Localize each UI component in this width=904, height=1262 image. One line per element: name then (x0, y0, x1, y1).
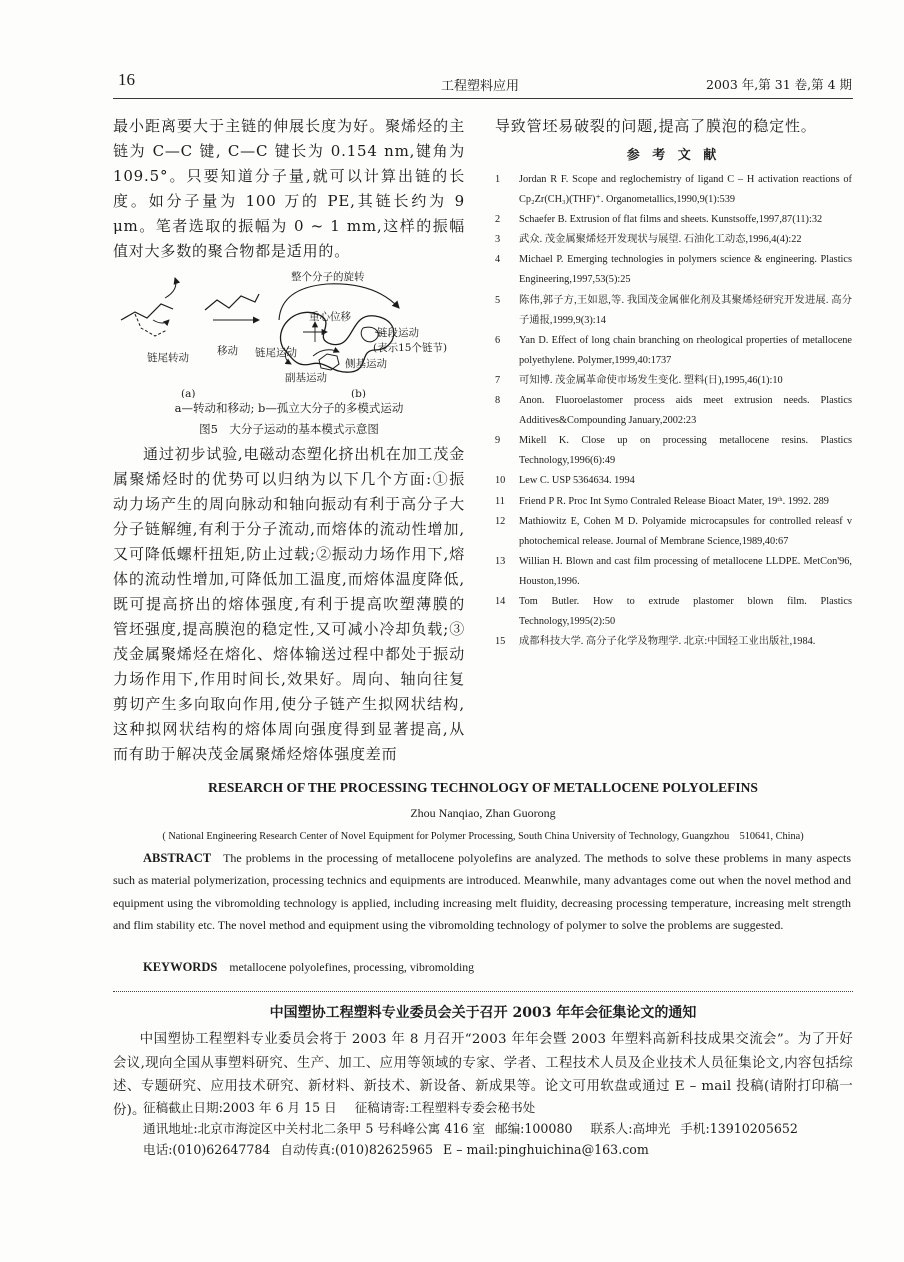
body-paragraph-1: 最小距离要大于主链的伸展长度为好。聚烯烃的主链为 C—C 键, C—C 键长为 0.154 nm,键角为 109.5°。只要知道分子量,就可以计算出链的长度。如分子量为 100 万的 PE,其链长约为 9 μm。笔者选取的振幅为 0 ~ 1 mm,这样的振幅值对大多数的聚合物都是适用的。 (113, 117, 465, 260)
label-center-shift: 重心位移 (309, 311, 351, 323)
reference-text: Schaefer B. Extrusion of flat films and sheets. Kunstsoffe,1997,87(11):32 (519, 214, 823, 226)
label-segment-note: (表示15个链节) (373, 342, 448, 354)
label-tail-rotation: 链尾转动 (147, 352, 189, 364)
reference-text: Lew C. USP 5364634. 1994 (519, 475, 635, 487)
reference-item (495, 250, 852, 290)
english-authors: Zhou Nanqiao, Zhan Guorong (410, 806, 556, 820)
abstract-text: The problems in the processing of metallocene polyolefins are analyzed. The methods to solve these problems in many aspects such as material polymerization, processing technics and equipments are introduced. Meanwhile, many advantages come out when the novel method and equipment using the vibromolding technology is applied, including increasing melt fluidity, decreasing processing temperature, increasing melt strength and flim stability etc. The novel method and equipment using the vibromolding technology of polymer to solve the problems are suggested. (113, 851, 851, 933)
label-whole-rotation: 整个分子的旋转 (291, 271, 365, 283)
notice-send-to: 征稿请寄:工程塑料专委会秘书处 (354, 1100, 536, 1115)
reference-text: Tom Butler. How to extrude plastomer blown film. Plastics Technology,1995(2):50 (519, 595, 852, 628)
reference-item (495, 632, 852, 652)
reference-number: 13 (495, 555, 506, 567)
reference-number: 10 (495, 475, 506, 487)
tail-rotation-dashed (135, 314, 167, 336)
notice-phone: 电话:(010)62647784 (143, 1142, 271, 1157)
label-translation: 移动 (217, 345, 238, 357)
reference-number: 6 (495, 334, 501, 346)
reference-item (495, 492, 852, 512)
reference-number: 11 (495, 495, 505, 507)
reference-text: Michael P. Emerging technologies in polymers science & engineering. Plastics Engineering,1997,53(5):25 (519, 254, 852, 286)
reference-text: 陈伟,郭子方,王如恩,等. 我国茂金属催化剂及其聚烯烃研究开发进展. 高分子通报,1999,9(3):14 (519, 294, 852, 326)
reference-number: 14 (495, 595, 506, 607)
notice-body: 中国塑协工程塑料专业委员会将于 2003 年 8 月召开“2003 年年会暨 2003 年塑料高新科技成果交流会”。为了开好会议,现向全国从事塑料研究、生产、加工、应用等领域的专家、学者、工程技术人员及企业技术人员征集论文,内容包括综述、专题研究、应用技术研究、新材料、新技术、新设备、新成果等。论文可用软盘或通过 E – mail 投稿(请附打印稿一份)。 (113, 1032, 853, 1118)
reference-number: 3 (495, 234, 501, 246)
reference-number: 2 (495, 214, 501, 226)
notice-postcode: 邮编:100080 (494, 1121, 573, 1136)
segment-loop (361, 327, 378, 342)
reference-text: Willian H. Blown and cast film processing of metallocene LLDPE. MetCon'96, Houston,1996. (519, 555, 852, 587)
label-tail-motion: 链尾运动 (255, 347, 297, 359)
notice-deadline-line (143, 1098, 853, 1118)
reference-text: Anon. Fluoroelastomer process aids meet extrusion needs. Plastics Additives&Compounding January,2002:23 (519, 395, 852, 427)
panel-b-label: (b) (351, 388, 366, 398)
references-title: 参 考 文 献 (626, 148, 721, 163)
notice-address: 通讯地址:北京市海淀区中关村北二条甲 5 号科峰公寓 416 室 (143, 1121, 485, 1136)
english-title: RESEARCH OF THE PROCESSING TECHNOLOGY OF METALLOCENE POLYOLEFINS (208, 780, 758, 795)
journal-name: 工程塑料应用 (440, 79, 519, 94)
notice-fax: 自动传真:(010)82625965 (280, 1142, 433, 1157)
header-rule (113, 98, 853, 99)
reference-number: 5 (495, 294, 501, 306)
reference-item (495, 431, 852, 471)
tail-rotation-arrow (165, 278, 176, 298)
panel-a-label: (a) (181, 388, 196, 398)
right-column (495, 114, 852, 652)
reference-item (495, 230, 852, 250)
reference-item (495, 391, 852, 431)
notice-title: 中国塑协工程塑料专业委员会关于召开 2003 年年会征集论文的通知 (269, 1005, 697, 1021)
body-paragraph-continuation: 导致管坯易破裂的问题,提高了膜泡的稳定性。 (495, 117, 817, 135)
figure-legend: a—转动和移动; b—孤立大分子的多模式运动 (174, 401, 404, 415)
label-segment-motion: 链段运动 (377, 327, 419, 339)
tail-rotation-chain (121, 304, 173, 320)
reference-text: Yan D. Effect of long chain branching on rheological properties of metallocene polyethylene. Polymer,1999,40:1737 (519, 334, 852, 366)
left-column (113, 114, 465, 767)
section-divider (113, 991, 853, 992)
reference-text: Mathiowitz E, Cohen M D. Polyamide microcapsules for controlled releasf v photochemical release. Journal of Membrane Science,1989,40:67 (519, 515, 852, 547)
notice-phone-line (143, 1140, 853, 1160)
label-sub-group-motion: 副基运动 (285, 372, 327, 384)
reference-text: 可知博. 茂金属革命使市场发生变化. 塑料(日),1995,46(1):10 (519, 374, 783, 386)
reference-number: 8 (495, 395, 501, 407)
translation-chain (205, 294, 259, 310)
abstract-label: ABSTRACT (143, 851, 212, 865)
reference-text: Jordan R F. Scope and reglochemistry of ligand C – H activation reactions of Cp₂Zr(CH₃)(THF)⁺. Organometallics,1990,9(1):539 (519, 174, 852, 206)
reference-text: 武众. 茂金属聚烯烃开发现状与展望. 石油化工动态,1996,4(4):22 (519, 234, 802, 246)
reference-item (495, 371, 852, 391)
reference-text: Mikell K. Close up on processing metallocene resins. Plastics Technology,1996(6):49 (519, 435, 852, 467)
reference-number: 1 (495, 174, 501, 185)
reference-number: 7 (495, 374, 501, 386)
reference-item (495, 471, 852, 491)
reference-text: 成都科技大学. 高分子化学及物理学. 北京:中国轻工业出版社,1984. (519, 636, 816, 648)
issue-info: 2003 年,第 31 卷,第 4 期 (706, 77, 852, 92)
reference-text: Friend P R. Proc Int Symo Contraled Release Bioact Mater, 19ᵗʰ. 1992. 289 (519, 495, 829, 507)
body-paragraph-2: 通过初步试验,电磁动态塑化挤出机在加工茂金属聚烯烃时的优势可以归纳为以下几个方面:①振动力场产生的周向脉动和轴向振动有利于高分子大分子链解缠,有利于分子流动,而熔体的流动性增加,又可降低螺杆扭矩,防止过载;②振动力场作用下,熔体的流动性增加,可降低加工温度,而熔体温度降低,既可提高挤出的熔体强度,有利于提高吹塑薄膜的管坯强度,提高膜泡的稳定性,又可减小冷却负载;③茂金属聚烯烃在熔化、熔体输送过程中都处于振动力场作用下,作用时间长,效果好。周向、轴向往复剪切产生多向取向作用,使分子链产生拟网状结构,这种拟网状结构的熔体周向强度得到显著提高,从而有助于解决茂金属聚烯烃熔体强度差而 (113, 445, 465, 763)
reference-number: 9 (495, 435, 501, 447)
reference-item (495, 210, 852, 230)
english-affiliation: ( National Engineering Research Center of Novel Equipment for Polymer Processing, South China University of Technology, Guangzhou 510641, China) (162, 831, 804, 842)
reference-item (495, 291, 852, 331)
reference-item (495, 512, 852, 552)
reference-number: 15 (495, 636, 506, 648)
reference-number: 12 (495, 515, 506, 527)
notice-deadline: 征稿截止日期:2003 年 6 月 15 日 (143, 1100, 337, 1115)
english-abstract (113, 847, 851, 937)
notice-address-line (143, 1119, 853, 1139)
reference-item (495, 592, 852, 632)
notice-mobile: 手机:13910205652 (680, 1121, 798, 1136)
reference-list (495, 170, 852, 652)
reference-item (495, 552, 852, 592)
figure-caption: 图5 大分子运动的基本模式示意图 (199, 422, 379, 436)
figure-5-diagram (113, 268, 465, 398)
keywords-text: metallocene polyolefines, processing, vibromolding (229, 960, 475, 974)
label-side-group-motion: 侧基运动 (345, 358, 387, 370)
page-number: 16 (118, 70, 135, 89)
notice-email: E – mail:pinghuichina@163.com (443, 1142, 649, 1157)
tail-rotation-dashed-arrow (153, 320, 169, 323)
reference-item (495, 170, 852, 210)
reference-number: 4 (495, 254, 501, 266)
english-keywords (143, 957, 851, 977)
notice-contact: 联系人:高坤光 (590, 1121, 671, 1136)
reference-item (495, 331, 852, 371)
keywords-label: KEYWORDS (143, 960, 218, 974)
